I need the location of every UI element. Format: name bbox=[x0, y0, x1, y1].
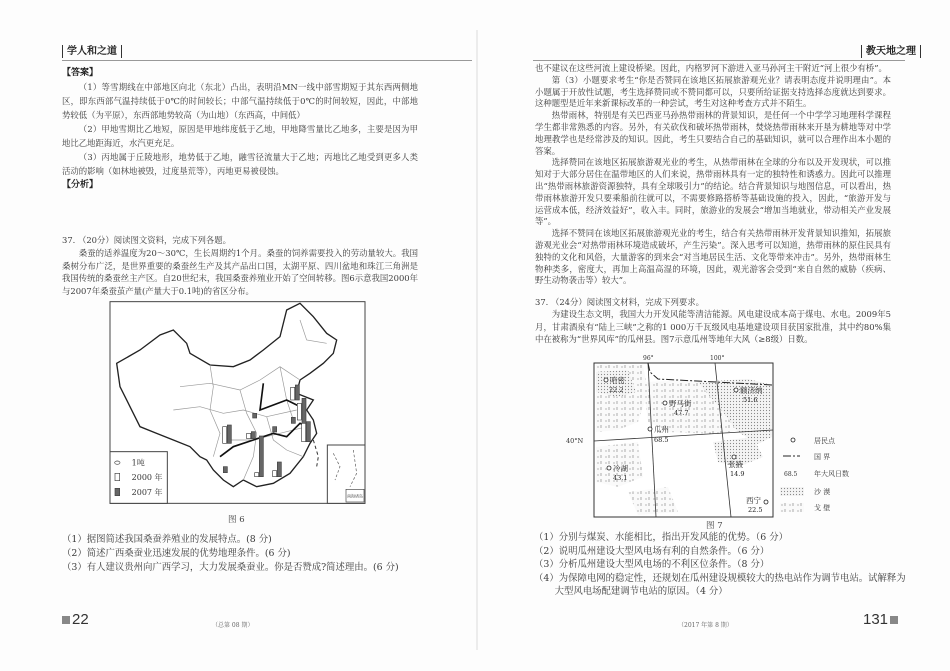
place-name: 野马街 bbox=[669, 399, 692, 408]
page-number-right bbox=[863, 611, 900, 628]
bar-2007 bbox=[291, 417, 295, 423]
header-rule bbox=[62, 60, 472, 61]
place-name: 哈密 bbox=[610, 376, 625, 385]
section-header: 学人和之道 bbox=[62, 45, 122, 58]
header-rule bbox=[533, 60, 905, 61]
bar-2000 bbox=[255, 473, 259, 477]
place-name: 额济纳 bbox=[740, 386, 763, 395]
sub-question-4: （4）为保障电网的稳定性，还规划在瓜州建设规模较大的热电站作为调节电站。试解释为大型风电场配建调节电站的原因。（4 分） bbox=[534, 572, 906, 597]
page-number-text: 22 bbox=[72, 611, 89, 628]
inset-label: 南海诸岛 bbox=[347, 493, 363, 499]
legend-sample-value: 68.5 bbox=[784, 471, 798, 478]
question-37-right bbox=[535, 296, 891, 346]
gobi-swatch bbox=[780, 503, 804, 512]
figure-6-caption: 图 6 bbox=[228, 515, 245, 525]
issue-note-left: （总第 08 期） bbox=[212, 622, 254, 629]
sub-question-1: （1）分别与煤炭、水能相比，指出开发风能的优势。（6 分） bbox=[534, 532, 788, 543]
legend-ton-label: 1吨 bbox=[131, 458, 145, 468]
settlement-icon bbox=[791, 438, 795, 442]
legend-2007-label: 2007 年 bbox=[131, 488, 163, 497]
bar-2007 bbox=[306, 422, 310, 442]
analysis-heading: 【分析】 bbox=[62, 180, 99, 190]
lon-100-label: 100° bbox=[710, 355, 725, 362]
bar-2000 bbox=[223, 427, 227, 444]
bar-2000 bbox=[291, 387, 295, 400]
answer-block bbox=[62, 66, 418, 192]
place-value: 47.7 bbox=[674, 409, 689, 417]
figure-7-caption: 图 7 bbox=[706, 521, 723, 531]
paragraph-5: 选择不赞同在该地区拓展旅游观光业的考生，结合有关热带雨林开发背景知识推知，拓展旅游观光业会“对热带雨林环境造成破坏，产生污染”。深入思考可以知道，热带雨林的原住民具有独特的文化和风俗，大量游客的到来会“对当地居民生活、文化等带来冲击”。另外，热带雨林生物种类多，密度大，再加上高温高湿的环境，因此，观光游客会受到“来自自然的威胁（疾病、野生动物袭击等）较大”。 bbox=[535, 228, 891, 286]
legend-settlement: 居民点 bbox=[814, 437, 835, 445]
bar-2007 bbox=[295, 385, 299, 400]
bar-2007 bbox=[223, 467, 227, 473]
paragraph-3: 热带雨林，特别是有关巴西亚马孙热带雨林的背景知识，是任何一个中学学习地理科学课程学生都非常熟悉的内容。另外，有关砍伐和破坏热带雨林，焚烧热带雨林来开垦为耕地等对中学地理教学也是经常涉及的知识。因此，考生只要结合自己的基础知识，就可以合理作出本小题的答案。 bbox=[535, 110, 891, 156]
legend-desert: 沙 漠 bbox=[814, 488, 831, 496]
page-number-text: 131 bbox=[863, 611, 889, 628]
bar-2000 bbox=[247, 433, 251, 438]
sub-question-1: （1）据图简述我国桑蚕养殖业的发展特点。(8 分) bbox=[62, 534, 272, 545]
place-value: 14.9 bbox=[730, 470, 745, 478]
legend-2007-icon bbox=[115, 488, 120, 495]
page-marker-icon bbox=[890, 616, 898, 624]
paragraph-4: 选择赞同在该地区拓展旅游观光业的考生，从热带雨林在全球的分布以及开发现状，可以推知对于大部分居住在温带地区的人们来说，热带雨林具有一定的独特性和诱惑力。因此可以推理出“热带雨林旅游资源独特，具有全球吸引力”的结论。结合背景知识与地图信息，可以看出，热带雨林旅游开发只要乘船前往就可以，不需要修路搭桥等基础设施的投入，因此，“旅游开发与运营成本低，经济效益好”，收入丰。同时，旅游业的发展会“增加当地就业，带动相关产业发展等”。 bbox=[535, 157, 891, 227]
bar-2007 bbox=[251, 432, 255, 439]
question-body: 桑蚕的适养温度为20～30℃，生长周期约1个月。桑蚕的饲养需要投入的劳动量较大。我国桑树分布广泛，是世界重要的桑蚕丝生产及其产品出口国，太湖平原、四川盆地和珠江三角洲是我国传统的桑蚕丝主产区。自20世纪末，我国桑蚕养殖业开始了空间转移。图6示意我国2000年与2007年桑蚕茧产量(产量大于0.1吨)的省区分布。 bbox=[62, 247, 418, 297]
issue-note-right: （2017 年第 8 期） bbox=[678, 622, 733, 629]
answer-1: （1）等雪期线在中部地区向北（东北）凸出，表明沿MN一线中部雪期短于其东西两侧地区，即东西部气温持续低于0℃的时间较长；中部气温持续低于0℃的时间较短，因此，中部地势较低（为平原），东西部地势较高（为山地）（东西高，中间低） bbox=[62, 82, 418, 120]
sub-question-3: （3）分析瓜州建设大型风电场的不利区位条件。（8 分） bbox=[534, 559, 770, 570]
answer-3: （3）丙地属于丘陵地形，地势低于乙地，融雪径流量大于乙地；丙地比乙地受到更多人类活动的影响（如林地被毁，过度垦荒等），丙地更易被侵蚀。 bbox=[62, 152, 418, 176]
bar-2007 bbox=[227, 425, 231, 443]
place-name: 张掖 bbox=[728, 460, 743, 469]
question-title: 37. （24分）阅读图文材料，完成下列要求。 bbox=[535, 297, 705, 307]
place-value: 22.5 bbox=[748, 506, 763, 514]
bar-2007 bbox=[273, 427, 277, 432]
lat-40n-label: 40°N bbox=[566, 437, 584, 445]
map-legend bbox=[780, 436, 849, 512]
bar-2007 bbox=[253, 413, 257, 418]
legend-border: 国 界 bbox=[814, 453, 831, 461]
legend-wind-days: 年大风日数 bbox=[814, 470, 849, 478]
place-value: 22.2 bbox=[609, 386, 624, 394]
sub-question-3: （3）有人建议贵州向广西学习，大力发展桑蚕业。你是否赞成?简述理由。(6 分) bbox=[62, 562, 399, 573]
question-title: 37. （20分）阅读图文资料，完成下列各题。 bbox=[62, 235, 232, 245]
answer-2: （2）甲地雪期比乙地短，原因是甲地纬度低于乙地，甲地降雪量比乙地多，主要是因为甲地比乙地距海近，水汽更充足。 bbox=[62, 124, 418, 148]
bar-2007 bbox=[277, 462, 281, 477]
right-page bbox=[478, 0, 950, 671]
place-name: 冷湖 bbox=[613, 464, 628, 473]
legend-gobi: 戈 壁 bbox=[814, 504, 831, 512]
place-name: 西宁 bbox=[746, 496, 761, 505]
paragraph-1: 也不建议在这些河流上建设桥梁。因此，内格罗河下游进入亚马孙河主干附近“河上很少有桥”。 bbox=[535, 63, 887, 73]
place-name: 瓜州 bbox=[654, 425, 669, 434]
lon-96-label: 96° bbox=[643, 355, 654, 362]
bar-2007 bbox=[259, 436, 263, 477]
legend-2000-icon bbox=[115, 473, 120, 480]
paragraph-2: 第（3）小题要求考生“你是否赞同在该地区拓展旅游观光业？请表明态度并说明理由”。本小题属于开放性试题，考生选择赞同或不赞同都可以，只要所给证据支持选择态度就达到要求。这种题型是近年来新课标改革的一种尝试，考生对这种考查方式并不陌生。 bbox=[535, 74, 891, 109]
bar-2000 bbox=[273, 471, 277, 477]
place-value: 51.6 bbox=[743, 396, 758, 404]
legend-2000-label: 2000 年 bbox=[131, 473, 163, 482]
answer-heading: 【答案】 bbox=[62, 68, 99, 78]
analysis-continued bbox=[535, 63, 891, 287]
figure-6-map bbox=[100, 300, 380, 510]
question-37-left bbox=[62, 234, 418, 298]
place-value: 68.5 bbox=[654, 436, 669, 444]
sub-question-2: （2）说明瓜州建设大型风电场有利的自然条件。（6 分） bbox=[534, 545, 770, 557]
sub-questions-right bbox=[534, 531, 906, 599]
section-header: 教天地之理 bbox=[861, 45, 921, 58]
page-marker-icon bbox=[62, 616, 70, 624]
bar-2000 bbox=[302, 423, 306, 441]
place-value: 43.1 bbox=[613, 474, 628, 482]
bar-2007 bbox=[302, 398, 306, 423]
bar-2000 bbox=[297, 403, 301, 420]
figure-7-map bbox=[560, 352, 908, 520]
page-number-left bbox=[60, 611, 89, 628]
sub-question-2: （2）简述广西桑蚕业迅速发展的优势地理条件。(6 分) bbox=[62, 548, 291, 559]
desert-swatch bbox=[780, 487, 804, 496]
sub-questions-left bbox=[62, 533, 472, 575]
question-body: 为建设生态文明，我国大力开发风能等清洁能源。风电建设成本高于煤电、水电。2009年5月，甘肃酒泉有“陆上三峡”之称的1 000万千瓦级风电基地建设项目获国家批准，其中约80%集中在被称为“世界风库”的瓜州县。图7示意瓜州等地年大风（≥8级）日数。 bbox=[535, 309, 891, 345]
